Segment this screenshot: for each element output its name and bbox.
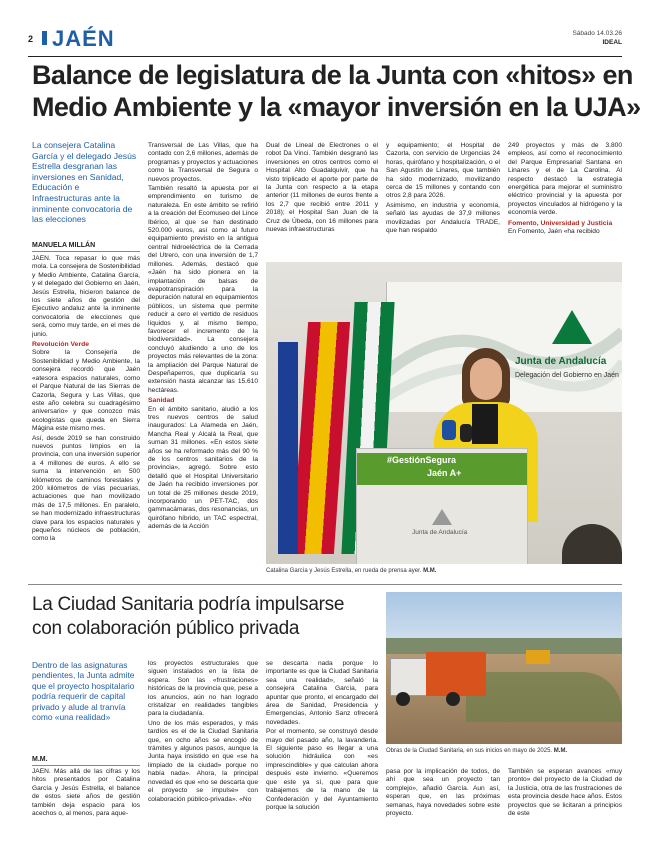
newspaper-name: IDEAL (602, 39, 622, 46)
article2-caption-text: Obras de la Ciudad Sanitaria, en sus inicios en mayo de 2025. (386, 748, 553, 754)
junta-logo-icon (552, 310, 592, 344)
article1-col1-paragraph: Así, desde 2019 se han construido nuevos puntos limpios en la provincia, con una inversión superior a 4 millones de euros. A ello se suma la intervención en 500 kilómetros de caminos forestales y 200 kilómetros de vías pecuarias, actuaciones que han movilizado más de 17,5 millones. En paralelo, se han modernizado infraestructuras clave para los espacios naturales y pequeños núcleos de población, como la (32, 434, 140, 543)
article2-col4-paragraph: pasa por la implicación de todos, de ahí que sea un proyecto tan complejo», añadió García. Aun así, esperan que, en las próximas semanas, haya novedades sobre este proyecto. (386, 768, 500, 818)
article1-col4-paragraph: y equipamiento; el Hospital de Cazorla, con servicio de Urgencias 24 horas, quirófano y hospitalización, o el San Agustín de Linares, que también ha sido modernizado, movilizando cerca de 15 millones y contando con otros 2,8 para 2026. (386, 142, 500, 200)
article2-photo-caption (386, 748, 622, 754)
truck-wheel (396, 692, 410, 706)
header-rule (28, 56, 622, 57)
article2-column-2 (148, 660, 258, 840)
issue-date: Sábado 14.03.26 (572, 30, 622, 37)
article1-col5-paragraph: 249 proyectos y más de 3.800 empleos, así como el reconocimiento del Parque Empresarial Santana en Linares y el de La Carolina. Al respecto destacó la estrategia energética para mejorar el suministro eléctrico provincial y la apuesta por proyectos vinculados al hidrógeno y la economía verde. (508, 142, 622, 217)
article1-col1-paragraph: JAÉN. Toca repasar lo que más mola. La consejera de Sostenibilidad y Medio Ambiente, Catalina García, y el delegado del Gobierno en Jaén, Jesús Estrella, hicieron balance de los siete años de gestión del Ejecutivo andaluz ante la inminente convocatoria de elecciones que será, como muy tarde, en el mes de junio. (32, 255, 140, 338)
podium-logo-icon (432, 509, 452, 525)
speaker-face (470, 358, 502, 400)
article1-caption-credit: M.M. (423, 568, 437, 574)
article1-column-1 (32, 255, 140, 577)
construction-site-photo (386, 592, 622, 744)
microphone-icon (442, 420, 456, 440)
section-marker (42, 31, 47, 45)
podium-hashtag: #GestiónSegura (387, 455, 457, 465)
article1-headline-line1: Balance de legislatura de la Junta con «hitos» en (32, 60, 633, 90)
article-divider (28, 584, 622, 585)
podium (356, 448, 528, 564)
article2-headline-line1: La Ciudad Sanitaria podría impulsarse (32, 594, 345, 615)
article1-col4-paragraph: Asimismo, en industria y economía, señaló las ayudas de 37,9 millones movilizadas por Andalucía TRADE, que han respaldo (386, 201, 500, 235)
article2-col2-paragraph: los proyectos estructurales que siguen instalados en la lista de espera. Son las «frustraciones» históricas de la provincia que, pese a los anuncios, aún no han logrado cristalizar en realidades tangibles para la ciudadanía. (148, 660, 258, 718)
speaker-shirt (472, 404, 498, 444)
article1-lede: La consejera Catalina García y el delegado Jesús Estrella desgranan las inversiones en Sanidad, Educación e Infraestructuras ante la inminente convocatoria de las elecciones (32, 140, 137, 225)
article1-headline-line2: Medio Ambiente y la «mayor inversión en la UJA» (32, 92, 641, 122)
photo-shrubs (466, 672, 622, 722)
article2-column-1 (32, 768, 140, 840)
article2-col1-paragraph: JAÉN. Más allá de las cifras y los hitos presentados por Catalina García y Jesús Estrella, el balance de estos siete años de gestión también deja espacio para los acechos o, al menos, para aque- (32, 768, 140, 818)
article1-col5-paragraph: En Fomento, Jaén «ha recibido (508, 228, 600, 236)
sign-subtitle: Delegación del Gobierno en Jaén (515, 372, 619, 379)
article2-column-5 (508, 768, 622, 840)
article1-col2-paragraph: Transversal de Las Villas, que ha contado con 2,6 millones, además de programas y proyectos y actuaciones como la Transversal de Segura o nuevos proyectos. (148, 142, 258, 183)
podium-logo-text: Junta de Andalucía (412, 529, 468, 536)
article1-subhead-green: Revolución Verde (32, 341, 90, 349)
microphone-icon (460, 424, 472, 442)
article2-byline: M.M. (32, 756, 48, 763)
article1-column-2 (148, 142, 258, 578)
article2-caption-credit: M.M. (553, 748, 568, 754)
article1-subhead-health: Sanidad (148, 397, 175, 405)
truck-body (426, 652, 486, 696)
byline-rule (32, 251, 140, 252)
excavator (526, 650, 550, 664)
article2-col2-paragraph: Uno de los más esperados, y más tardíos es el de la Ciudad Sanitaria que, en ocho años se encogió de trámites y algunos pasos, aunque la Junta haya insistido en que «se ha limpiado de la ciudad» porque no había nada». Ahora, la principal novedad es que «no se descarta que el proyecto se impulse» con colaboración público-privada». «No (148, 719, 258, 803)
article2-col3-paragraph: Por el momento, se construyó desde mayo del pasado año, la lavandería. El siguiente paso es llegar a una solución hidráulica con «es imprescindible» y que calculan ahora después este invierno. «Queremos que este ya sí, que para que trabajemos de la mano de la Confederación y del Ayuntamiento porque la solución (266, 728, 378, 811)
article2-column-3 (266, 660, 378, 840)
article1-col3-paragraph: Dual de Lineal de Electrones o el robot Da Vinci. También desgranó las inversiones en otros centros como el Hospital Alto Guadalquivir, que ha visto triplicado el aporte por parte de la Junta con respecto a la etapa anterior (11 millones de euros frente a los 2,7 que recibió entre 2011 y 2018); el Hospital San Juan de la Cruz de Úbeda, con 16 millones para nuevas infraestructuras (266, 142, 378, 234)
article1-byline: MANUELA MILLÁN (32, 242, 96, 249)
section-title: JAÉN (52, 26, 115, 51)
article1-column-3 (266, 142, 378, 258)
press-conference-photo (266, 262, 622, 564)
article2-byline-rule (32, 765, 140, 766)
article2-column-4 (386, 768, 500, 840)
sign-title: Junta de Andalucía (515, 356, 607, 367)
article1-column-5 (508, 142, 622, 258)
article2-col5-paragraph: También se esperan avances «muy pronto» del proyecto de la Ciudad de la Justicia, otra de las frustraciones de esta provincia desde hace años. Estos proyectos que se licitaran a principios de este (508, 768, 622, 818)
page-number: 2 (28, 34, 34, 44)
article2-headline-line2: con colaboración público privada (32, 618, 300, 639)
article2-lede: Dentro de las asignaturas pendientes, la Junta admite que el proyecto hospitalario podría requerir de capital privado y alude al tranvía como «una realidad» (32, 660, 135, 723)
article1-subhead-fomento: Fomento, Universidad y Justicia (508, 219, 613, 227)
article1-col2-paragraph: También resaltó la apuesta por el emprendimiento en turismo de naturaleza. En este ámbito se refirió a la creación del Ecomuseo del Lince Ibérico, al que se han destinado 520.000 euros, así como al futuro equipamiento previsto en la antigua central hidroeléctrica de la Cerrada del Utrero, con una inversión de 1,7 millones. Además, destacó que «Jaén ha sido pionera en la implantación de balsas de evapotranspiración para la depuración natural en equipamientos públicos, un sistema que permite reducir a cero el vertido de residuos líquidos y, al mismo tiempo, favorecer el incremento de la biodiversidad». La consejera concluyó aludiendo a uno de los proyectos más relevantes de la zona: la ampliación del Parque Natural de Despeñaperros, que duplicaría su extensión hasta alcanzar las 15.610 hectáreas. (148, 185, 258, 394)
article2-col3-paragraph: se descarta nada porque lo importante es que la Ciudad Sanitaria sea una realidad», señaló la consejera Catalina García, para apuntar que pronto, el encargado del área de Sanidad, Presidencia y Emergencias, Antonio Sanz ofrecerá novedades. (266, 660, 378, 726)
article1-column-4 (386, 142, 500, 258)
truck-wheel (446, 692, 460, 706)
article1-caption-text: Catalina García y Jesús Estrella, en rueda de prensa ayer. (266, 568, 422, 574)
podium-subtitle: Jaén A+ (427, 468, 462, 478)
article1-col1-paragraph: Sobre la Consejería de Sostenibilidad y Medio Ambiente, la consejera recordó que Jaén «atesora espacios naturales, como el Parque Natural de las Sierras de Cazorla, Segura y Las Villas, que este año celebra su cuadragésimo aniversario» y que conozco más ecologistas que queda en Sierra Mágina este mismo mes. (32, 349, 140, 433)
article1-photo-caption (266, 568, 622, 574)
article1-col2-paragraph: En el ámbito sanitario, aludió a los tres nuevos centros de salud inaugurados: La Alameda en Jaén, Mancha Real y Alcalá la Real, que suman 31 millones. «En estos siete años se ha reformado más del 90 % de los centros sanitarios de la provincia», agregó. Sobre esto detalló que el Hospital Universitario de Jaén ha recibido inversiones por un total de 25 millones desde 2019, incorporando un PET-TAC, dos gammacámaras, dos resonancias, un quirófano híbrido, un TAC espectral, además de la Acción (148, 405, 258, 531)
eu-flag (278, 342, 298, 554)
